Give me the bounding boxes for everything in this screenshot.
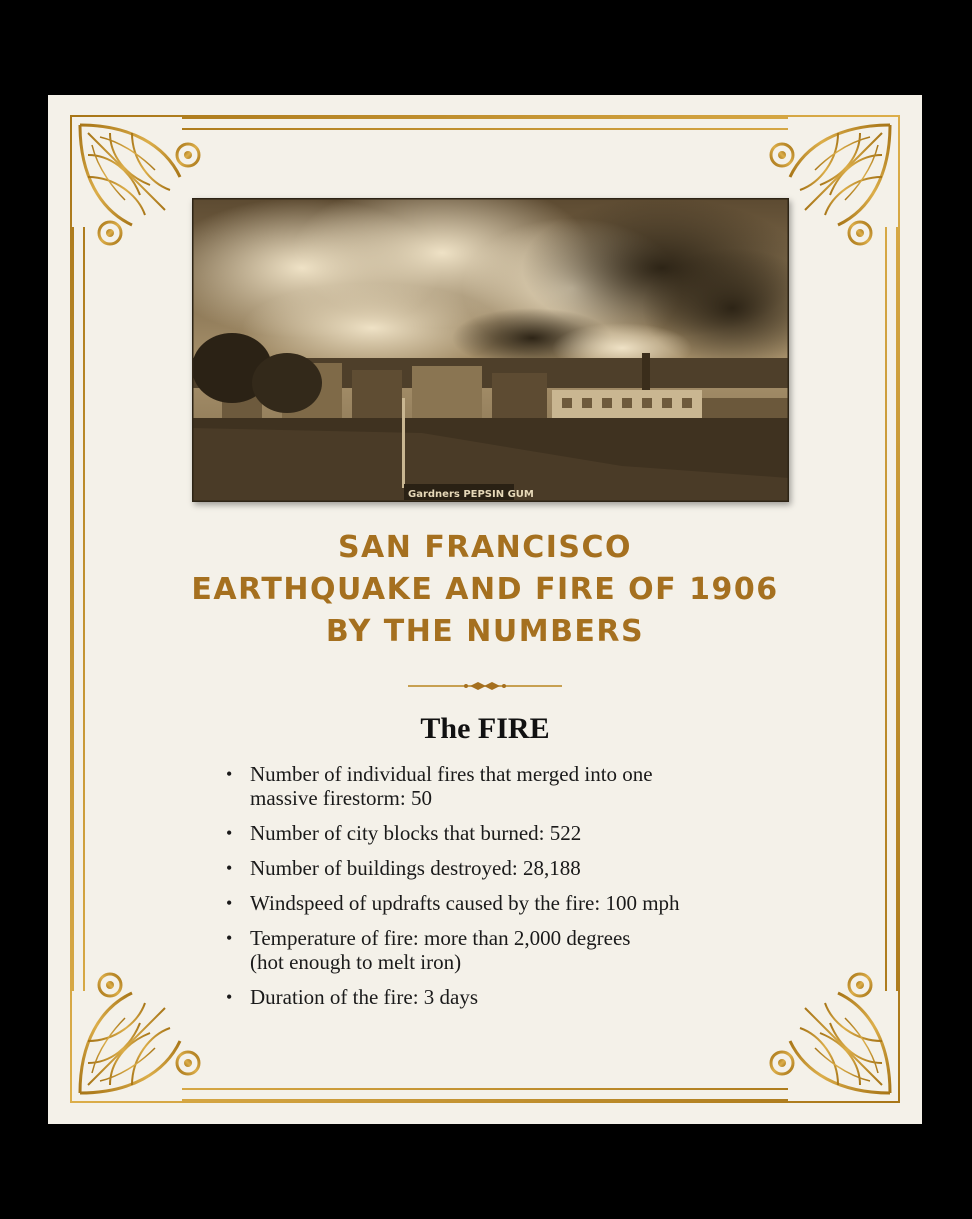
- ornamental-divider: [408, 680, 562, 692]
- historic-fire-photo: [192, 198, 789, 502]
- list-item: [226, 891, 786, 915]
- fact-text: Number of individual fires that merged into one: [250, 762, 653, 786]
- title-line: EARTHQUAKE AND FIRE OF 1906: [191, 572, 779, 607]
- fact-text: Number of city blocks that burned: 522: [250, 821, 582, 845]
- bullet-icon: •: [226, 858, 233, 878]
- exhibit-placard: [48, 95, 922, 1124]
- title-line: BY THE NUMBERS: [325, 614, 645, 649]
- fact-text: massive firestorm: 50: [250, 786, 432, 810]
- storefront-sign: Gardners PEPSIN GUM: [408, 489, 534, 500]
- section-heading: The FIRE: [420, 712, 550, 745]
- bullet-icon: •: [226, 928, 233, 948]
- bullet-icon: •: [226, 987, 233, 1007]
- bullet-icon: •: [226, 893, 233, 913]
- fact-text: (hot enough to melt iron): [250, 950, 462, 974]
- title-line: SAN FRANCISCO: [337, 530, 633, 565]
- fact-text: Number of buildings destroyed: 28,188: [250, 856, 581, 880]
- placard-title: [48, 527, 922, 653]
- list-item: [226, 821, 786, 845]
- list-item: [226, 926, 786, 974]
- list-item: [226, 856, 786, 880]
- fact-text: Temperature of fire: more than 2,000 degrees: [250, 926, 631, 950]
- bullet-icon: •: [226, 823, 233, 843]
- list-item: [226, 762, 786, 810]
- fact-text: Windspeed of updrafts caused by the fire: 100 mph: [250, 891, 680, 915]
- fact-text: Duration of the fire: 3 days: [250, 985, 479, 1009]
- fact-list: [226, 762, 786, 1020]
- list-item: [226, 985, 786, 1009]
- bullet-icon: •: [226, 764, 233, 784]
